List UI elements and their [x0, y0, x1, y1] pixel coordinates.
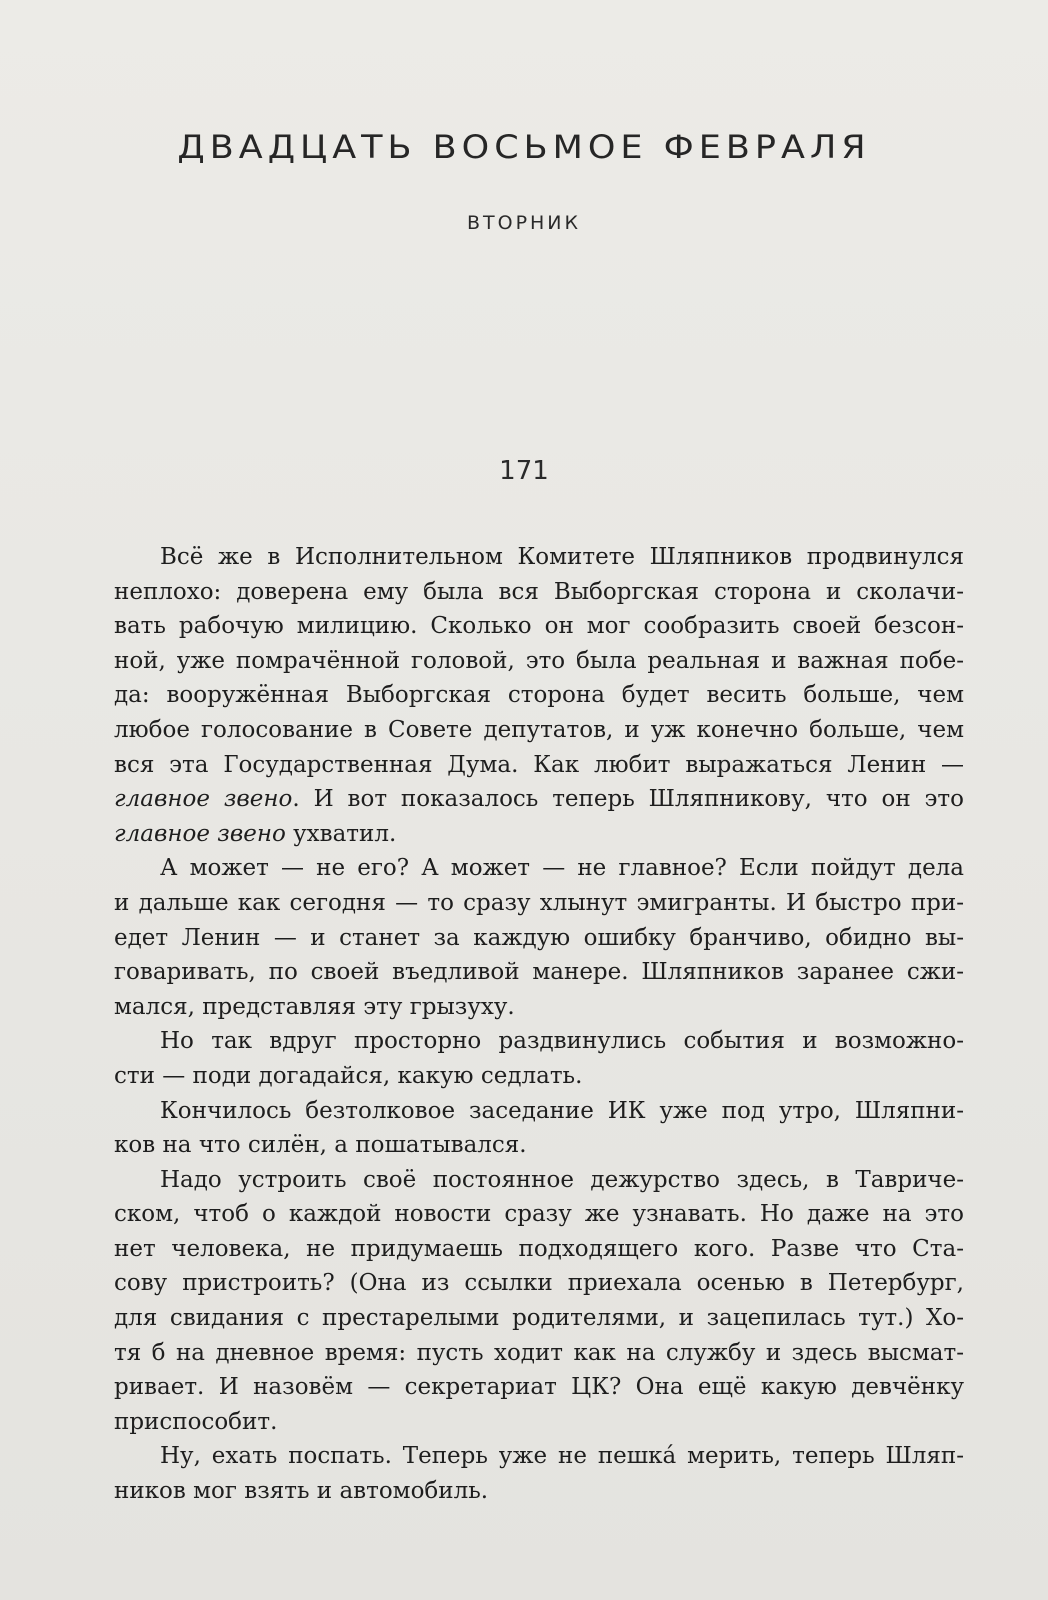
text-line: для свидания с престарелыми родителями, и зацепилась тут.) Хо- [114, 1305, 964, 1332]
paragraph [114, 1094, 964, 1163]
text-line: Всё же в Исполнительном Комитете Шляпников продвинулся [160, 544, 964, 570]
text-line: главное звено ухватил. [114, 820, 397, 847]
text-line: ривает. И назовём — секретариат ЦК? Она ещё какую девчёнку [114, 1374, 964, 1401]
italic-phrase: главное звено [114, 786, 293, 813]
text-line: вать рабочую милицию. Сколько он мог сообразить своей безсон- [114, 613, 964, 640]
chapter-title: ДВАДЦАТЬ ВОСЬМОЕ ФЕВРАЛЯ [177, 129, 871, 167]
text-line: сову пристроить? (Она из ссылки приехала осенью в Петербург, [114, 1270, 964, 1297]
text-line: А может — не его? А может — не главное? Если пойдут дела [160, 855, 964, 882]
paragraph [114, 1024, 964, 1093]
page-number: 171 [499, 456, 549, 486]
text-line: неплохо: доверена ему была вся Выборгская сторона и сколачи- [114, 578, 964, 605]
paragraph [114, 1163, 964, 1440]
paragraph [114, 540, 964, 851]
text-line: нет человека, не придумаешь подходящего кого. Разве что Ста- [114, 1235, 964, 1262]
paragraph [114, 851, 964, 1024]
chapter-subtitle: ВТОРНИК [466, 212, 582, 234]
text-line: Но так вдруг просторно раздвинулись события и возможно- [160, 1028, 964, 1055]
text-line: Ну, ехать поспать. Теперь уже не пешка́ мерить, теперь Шляп- [160, 1443, 964, 1470]
text-line: мался, представляя эту грызуху. [114, 993, 515, 1020]
paragraph [114, 1439, 964, 1508]
text-line: главное звено. И вот показалось теперь Шляпникову, что он это [114, 786, 965, 813]
text-line: Кончилось безтолковое заседание ИК уже под утро, Шляпни- [160, 1097, 964, 1124]
body-text [114, 540, 964, 1509]
text-line: приспособит. [114, 1408, 278, 1435]
text-line: любое голосование в Совете депутатов, и уж конечно больше, чем [114, 716, 964, 743]
text-line: и дальше как сегодня — то сразу хлынут эмигранты. И быстро при- [114, 889, 964, 916]
text-line: тя б на дневное время: пусть ходит как на службу и здесь высмат- [114, 1339, 964, 1366]
text-line: едет Ленин — и станет за каждую ошибку бранчиво, обидно вы- [114, 924, 964, 951]
text-line: вся эта Государственная Дума. Как любит выражаться Ленин — [114, 751, 964, 778]
text-line: сти — поди догадайся, какую седлать. [114, 1062, 583, 1089]
text-line: ной, уже помрачённой головой, это была реальная и важная побе- [114, 647, 964, 674]
text-line: ников мог взять и автомобиль. [114, 1478, 489, 1505]
italic-phrase: главное звено [114, 820, 286, 847]
text-line: говаривать, по своей въедливой манере. Шляпников заранее сжи- [114, 959, 964, 986]
text-line: ском, чтоб о каждой новости сразу же узнавать. Но даже на это [114, 1201, 964, 1228]
text-line: да: вооружённая Выборгская сторона будет весить больше, чем [114, 682, 964, 709]
text-line: ков на что силён, а пошатывался. [114, 1132, 527, 1159]
text-line: Надо устроить своё постоянное дежурство здесь, в Тавриче- [160, 1166, 964, 1193]
